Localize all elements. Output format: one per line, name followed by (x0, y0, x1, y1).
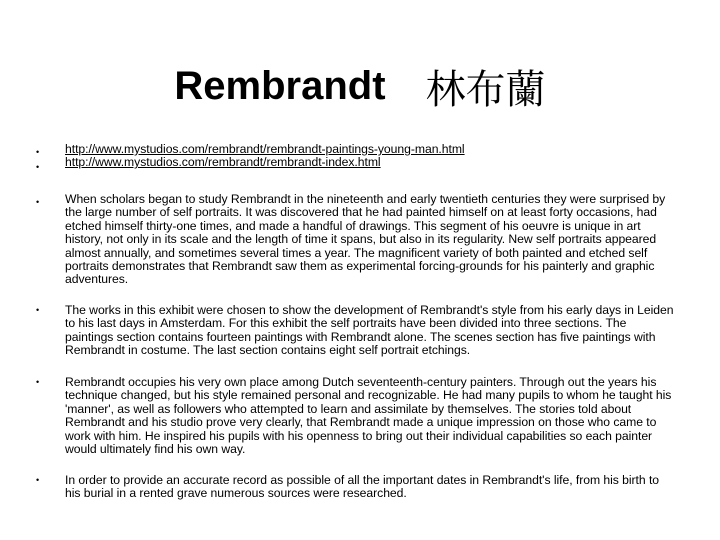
bullet-marker: • (36, 475, 40, 485)
link-index[interactable]: http://www.mystudios.com/rembrandt/rembrandt-index.html (65, 155, 381, 170)
link-list (65, 143, 677, 170)
paragraph-exhibit: The works in this exhibit were chosen to show the development of Rembrandt's style from his early days in Leiden to his last days in Amsterdam. For this exhibit the self portraits have been divided into three sections. The paintings section contains fourteen paintings with Rembrandt alone. The scenes section has five paintings with Rembrandt in costume. The last section contains eight self portrait etchings. (65, 303, 674, 358)
title-chinese: 林布蘭 (425, 67, 546, 113)
title-english: Rembrandt (174, 64, 386, 108)
paragraph-records: In order to provide an accurate record as possible of all the important dates in Rembrandt's life, from his birth to his burial in a rented grave numerous sources were researched. (65, 473, 660, 501)
bullet-marker: • (36, 147, 40, 157)
paragraph-self-portraits: When scholars began to study Rembrandt in the nineteenth and early twentieth centuries they were surprised by the large number of self portraits. It was discovered that he had painted himself on at least forty occasions, had etched himself thirty-one times, and made a handful of drawings. This segment of his oeuvre is unique in art history, not only in its scale and the length of time it spans, but also in its regularity. New self portraits appeared almost annually, and sometimes several times a year. The magnificent variety of both painted and etched self portraits demonstrates that Rembrandt saw them as experimental forcing-grounds for his painterly and graphic adventures. (65, 192, 666, 287)
bullet-marker: • (36, 162, 40, 172)
bullet-marker: • (36, 377, 40, 387)
bullet-marker: • (36, 197, 40, 207)
link-young-man[interactable]: http://www.mystudios.com/rembrandt/rembrandt-paintings-young-man.html (65, 142, 465, 156)
paragraph-pupils: Rembrandt occupies his very own place among Dutch seventeenth-century painters. Through out the years his technique changed, but his style remained personal and recognizable. He had many pupils to whom he taught his 'manner', as well as followers who attempted to learn and assimilate by themselves. The stories told about Rembrandt and his studio prove very clearly, that Rembrandt made a unique impression on those who came to work with him. He inspired his pupils with his openness to bring out their individual capabilities so each painter would ultimately find his own way. (65, 375, 672, 457)
slide-title (0, 58, 720, 115)
bullet-marker: • (36, 305, 40, 315)
